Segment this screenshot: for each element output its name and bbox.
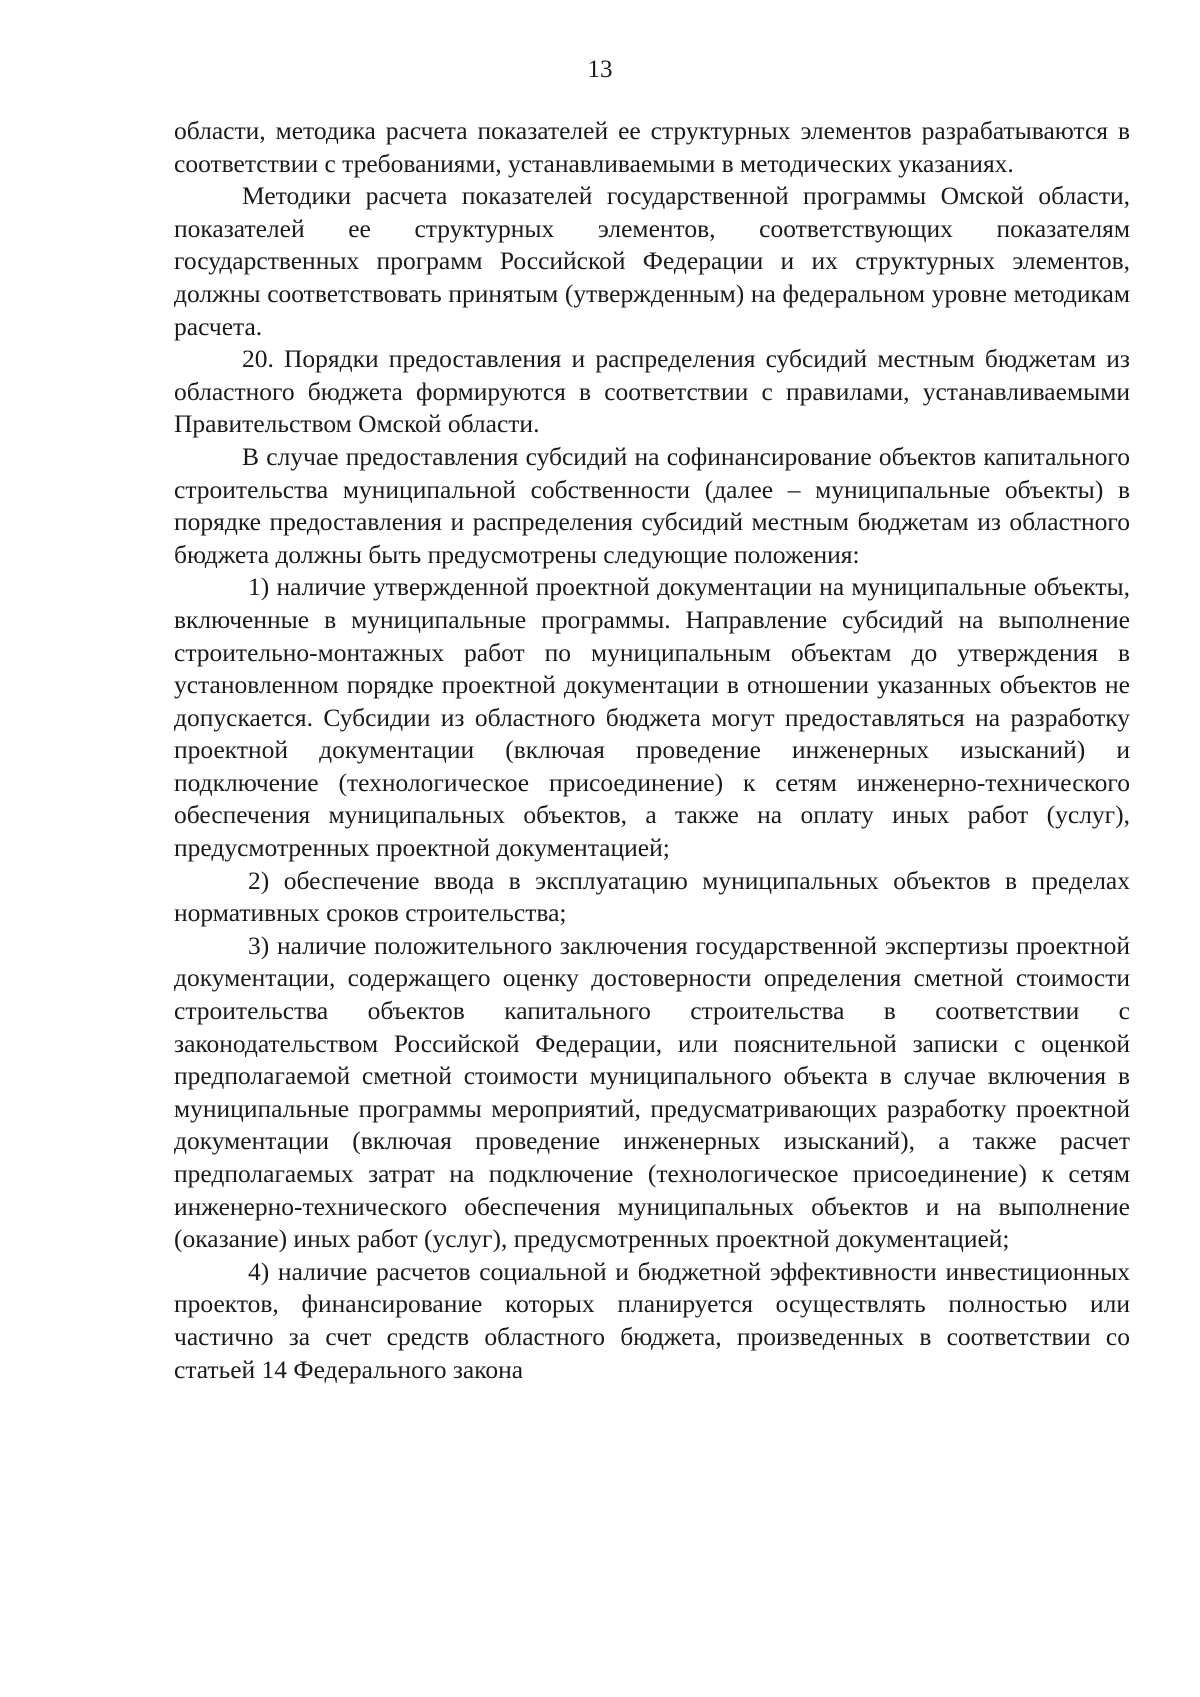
list-item-1: 1) наличие утвержденной проектной документации на муниципальные объекты, включенные в муниципальные программы. Направление субсидий на выполнение строительно-монтажных работ по муниципальным объектам до утверждения в установленном порядке проектной документации в отношении указанных объектов не допускается. Субсидии из областного бюджета могут предоставляться на разработку проектной документации (включая проведение инженерных изысканий) и подключение (технологическое присоединение) к сетям инженерно-технического обеспечения муниципальных объектов, а также на оплату иных работ (услуг), предусмотренных проектной документацией; [174,572,1130,863]
page-number: 13 [587,56,613,83]
list-item-2: 2) обеспечение ввода в эксплуатацию муниципальных объектов в пределах нормативных сроков строительства; [174,865,1130,928]
paragraph-subsidies-case: В случае предоставления субсидий на софинансирование объектов капитального строительства муниципальной собственности (далее – муниципальные объекты) в порядке предоставления и распределения субсидий местным бюджетам из областного бюджета должны быть предусмотрены следующие положения: [174,441,1130,569]
paragraph-methodology: Методики расчета показателей государственной программы Омской области, показателей ее структурных элементов, соответствующих показателям государственных программ Российской Федерации и их структурных элементов, должны соответствовать принятым (утвержденным) на федеральном уровне методикам расчета. [174,181,1130,341]
list-item-4: 4) наличие расчетов социальной и бюджетной эффективности инвестиционных проектов, финансирование которых планируется осуществлять полностью или частично за счет средств областного бюджета, произведенных в соответствии со статьей 14 Федерального закона [174,1256,1130,1384]
document-body [174,115,1130,1386]
paragraph-item-20: 20. Порядки предоставления и распределения субсидий местным бюджетам из областного бюджета формируются в соответствии с правилами, устанавливаемыми Правительством Омской области. [174,344,1130,439]
paragraph-continuation: области, методика расчета показателей ее структурных элементов разрабатываются в соответствии с требованиями, устанавливаемыми в методических указаниях. [174,116,1130,178]
list-item-3: 3) наличие положительного заключения государственной экспертизы проектной документации, содержащего оценку достоверности определения сметной стоимости строительства объектов капитального строительства в соответствии с законодательством Российской Федерации, или пояснительной записки с оценкой предполагаемой сметной стоимости муниципального объекта в случае включения в муниципальные программы мероприятий, предусматривающих разработку проектной документации (включая проведение инженерных изысканий), а также расчет предполагаемых затрат на подключение (технологическое присоединение) к сетям инженерно-технического обеспечения муниципальных объектов и на выполнение (оказание) иных работ (услуг), предусмотренных проектной документацией; [174,930,1130,1254]
